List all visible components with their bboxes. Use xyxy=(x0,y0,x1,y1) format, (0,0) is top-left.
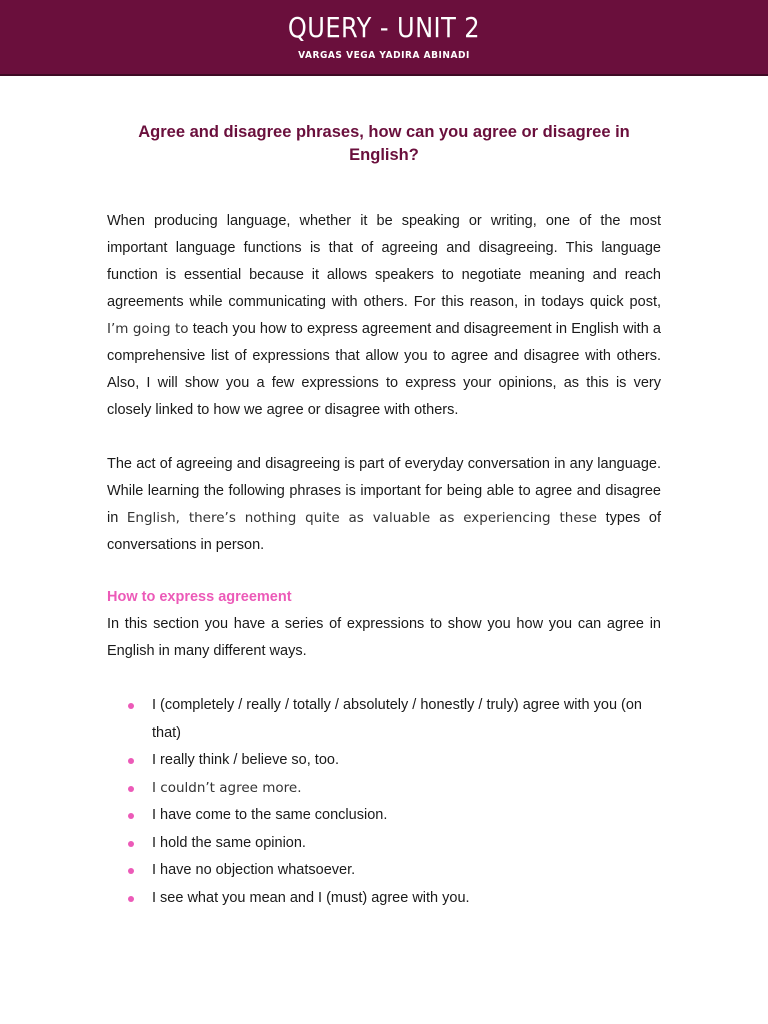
list-item-text: I have no objection whatsoever. xyxy=(152,862,356,878)
list-item-text: I hold the same opinion. xyxy=(152,834,306,851)
bullet-icon xyxy=(128,896,134,902)
author-name: VARGAS VEGA YADIRA ABINADI xyxy=(298,50,470,61)
list-item xyxy=(107,830,661,858)
intro-paragraph-text-end: teach you how to express agreement and disagreement in English with a comprehensive list of expressions that allow you to agree and disagree with others. Also, I will show you a few expressions to express your opinions, as this is very closely linked to how we agree or disagree with others. xyxy=(107,321,661,418)
bullet-icon xyxy=(128,868,134,874)
bullet-icon xyxy=(128,703,134,709)
second-paragraph-text-end: types of conversations in person. xyxy=(107,510,661,553)
list-item xyxy=(107,885,661,913)
list-item xyxy=(107,747,661,775)
list-item xyxy=(107,857,661,885)
intro-paragraph-text: When producing language, whether it be speaking or writing, one of the most important language functions is that of agreeing and disagreeing. This language function is essential because it allows speakers to negotiate meaning and reach agreements while communicating with others. For this reason, in todays quick post, xyxy=(107,213,661,310)
section-intro: In this section you have a series of expressions to show you how you can agree in English in many different ways. xyxy=(107,616,661,659)
list-item-text: I couldn’t agree more. xyxy=(152,779,302,796)
bullet-icon xyxy=(128,813,134,819)
page-header xyxy=(0,0,768,76)
list-item xyxy=(107,775,661,803)
second-paragraph-text: The act of agreeing and disagreeing is part of everyday conversation in any language. While learning the following phrases is important for being able to agree and disagree in xyxy=(107,456,661,526)
list-item-text: I (completely / really / totally / absolutely / honestly / truly) agree with you (on that) xyxy=(152,697,642,741)
intro-paragraph-alt-font-text: I’m going to xyxy=(107,321,189,337)
second-paragraph-alt-font-text: English, there’s nothing quite as valuable as experiencing these xyxy=(126,510,597,526)
document-body xyxy=(107,121,661,912)
intro-paragraph xyxy=(107,208,661,424)
section-heading: How to express agreement xyxy=(107,589,292,605)
agreement-phrases-list xyxy=(107,692,661,912)
list-item xyxy=(107,692,661,747)
list-item-text: I really think / believe so, too. xyxy=(152,752,339,768)
list-item-text: I see what you mean and I (must) agree with you. xyxy=(152,889,470,906)
bullet-icon xyxy=(128,786,134,792)
bullet-icon xyxy=(128,758,134,764)
document-title: Agree and disagree phrases, how can you agree or disagree in English? xyxy=(138,123,630,164)
list-item xyxy=(107,802,661,830)
header-title: QUERY - UNIT 2 xyxy=(287,11,481,44)
second-paragraph xyxy=(107,451,661,559)
list-item-text: I have come to the same conclusion. xyxy=(152,807,388,823)
bullet-icon xyxy=(128,841,134,847)
